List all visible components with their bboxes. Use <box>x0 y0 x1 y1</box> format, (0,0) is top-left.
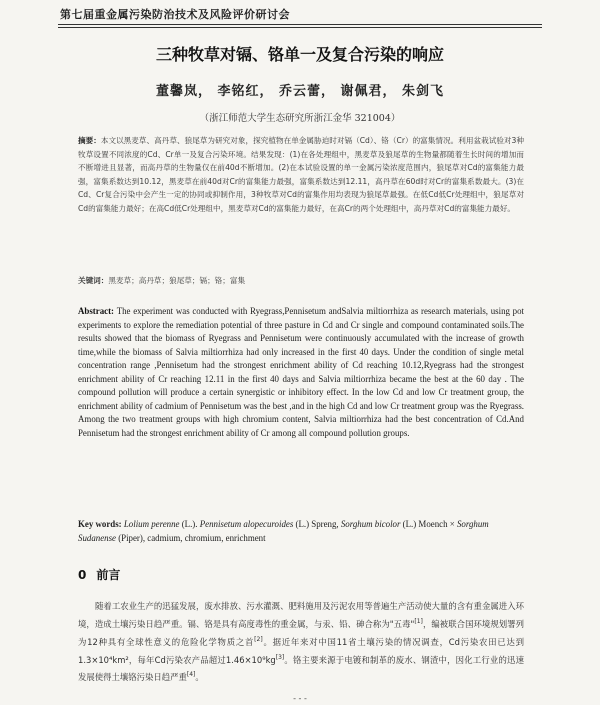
keyword-authority-3: (L.) Moench × <box>400 519 457 529</box>
abstract-english <box>78 305 524 440</box>
citation-4: [4] <box>186 671 196 679</box>
running-head: 第七届重金属污染防治技术及风险评价研讨会 <box>60 8 290 21</box>
keyword-species-2: Pennisetum alopecuroides <box>199 519 294 529</box>
abstract-english-text: The experiment was conducted with Ryegrass,Pennisetum andSalvia miltiorrhiza as research materials, using pot experiments to explore the remediation potential of three pasture in Cd and Cr single and compound contaminated soils.The results showed that the biomass of Ryegrass and Pennisetum were continuously accumulated with the increase of growth time,while the biomass of Salvia miltiorrhiza had only increased in the first 40 days. Under the condition of single metal concentration range ,Pennisetum had the strongest enrichment ability of Cd reaching 10.12,Ryegrass had the strongest enrichment ability of Cr reaching 12.11 in the first 40 days and Salvia miltiorrhiza became the best at the 60 day . The compound pollution will produce a certain synergistic or inhibitory effect. In the low Cd and low Cr treatment group, the enrichment ability of cadmium of Pennisetum was the best ,and in the high Cd and low Cr treatment group was the Ryegrass. Among the two treatment groups with high chromium content, Salvia miltiorrhiza had the best concentration of Cd.And Pennisetum had the strongest enrichment ability of Cr among all compound pollution groups. <box>78 306 525 438</box>
header-rule <box>58 24 542 25</box>
section-number: 0 <box>78 568 87 582</box>
keywords-english-label: Key words: <box>78 519 122 529</box>
keyword-species-1: Lolium perenne <box>123 519 180 529</box>
intro-text-d: 。铬主要来源于电镀和制革的废水、钢渣中，因化工行业的迅速发展使得土壤铬污染日趋严重 <box>78 654 524 683</box>
paper-title: 三种牧草对镉、铬单一及复合污染的响应 <box>155 45 444 64</box>
keywords-chinese-label: 关键词： <box>78 276 109 285</box>
header-rule-thin <box>58 27 542 28</box>
abstract-chinese-text: 本文以黑麦草、高丹草、狼尾草为研究对象，探究植物在单金属胁迫时对镉（Cd）、铬（Cr）的富集情况。利用盆栽试验对3种牧草设置不同浓度的Cd、Cr单一及复合污染环境。结果发现：(1)在各处理组中，黑麦草及狼尾草的生物量都随着生长时间的增加而不断增进且显著，而高丹草的生物量仅在前40d不断增加。(2)在本试验设置的单一金属污染浓度范围内，狼尾草对Cd的富集能力最强，富集系数达到10.12，黑麦草在前40d对Cr的富集能力最强，富集系数达到12.11，高丹草在60d时对Cr的富集系数最大。(3)在Cd、Cr复合污染中会产生一定的协同或抑制作用，3种牧草对Cd的富集作用均表现为狼尾草最强。在低Cd低Cr处理组中，狼尾草对Cd的富集能力最好；在高Cd低Cr处理组中，黑麦草对Cd的富集能力最好，在高Cr的两个处理组中，高丹草对Cd的富集能力最好。 <box>78 136 524 213</box>
intro-text-b: ，编被联合国环境规划署列为12种具有全球性意义的危险化学物质之首 <box>78 618 525 647</box>
intro-text-e: 。 <box>195 672 204 683</box>
keywords-chinese-text: 黑麦草；高丹草；狼尾草；镉；铬；富集 <box>108 276 246 285</box>
keyword-authority-1: (L.). <box>179 519 200 529</box>
author-list: 董馨岚， 李铭红， 乔云蕾， 谢佩君， 朱剑飞 <box>155 84 445 99</box>
citation-3: [3] <box>275 653 285 661</box>
intro-text-a: 随着工农业生产的迅猛发展，废水排放、污水灌溉、肥料施用及污泥农用等普遍生产活动使大量的含有重金属进入环境，造成土壤污染日趋严重。镉、铬是具有高度毒性的重金属，与汞、铅、砷合称为"五毒" <box>78 601 524 629</box>
abstract-english-label: Abstract: <box>78 306 114 316</box>
keyword-authority-2: (L.) Spreng, <box>293 519 341 529</box>
keyword-tail: (Piper), cadmium, chromium, enrichment <box>115 532 266 543</box>
abstract-chinese <box>78 134 524 215</box>
keywords-english <box>78 518 524 545</box>
affiliation: （浙江师范大学生态研究所浙江金华 321004） <box>199 113 401 124</box>
citation-2: [2] <box>254 635 263 643</box>
page-number: - - - <box>293 694 307 703</box>
intro-text-c: 。据近年来对中国11省土壤污染的情况调查，Cd污染农田已达到1.3×10⁴km²，每年Cd污染农产品超过1.46×10⁹kg <box>78 636 524 665</box>
section-title: 前言 <box>96 568 121 582</box>
keyword-species-3: Sorghum bicolor <box>340 519 401 529</box>
section-heading <box>78 566 130 583</box>
abstract-chinese-label: 摘要： <box>78 136 101 145</box>
introduction-paragraph <box>78 598 524 685</box>
keyword-species-4: Sorghum Sudanense <box>78 519 489 543</box>
keywords-chinese <box>78 275 524 286</box>
citation-1: [1] <box>414 618 423 625</box>
